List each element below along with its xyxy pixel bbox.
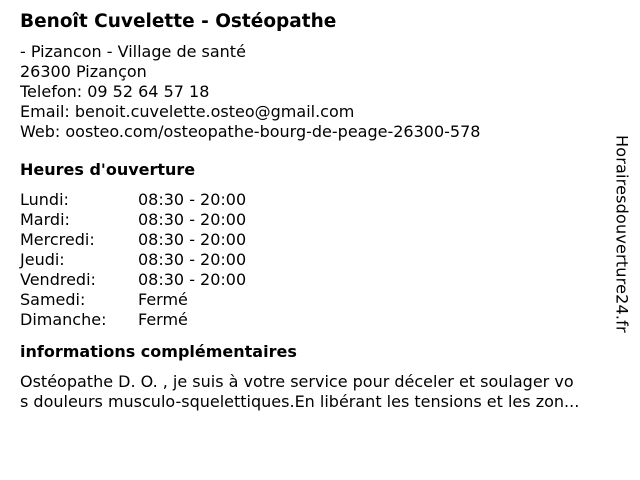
day-hours: Fermé: [138, 310, 188, 329]
day-label: Lundi:: [20, 190, 69, 209]
description-line-1: Ostéopathe D. O. , je suis à votre service pour déceler et soulager vo: [20, 372, 574, 391]
day-hours: 08:30 - 20:00: [138, 230, 247, 249]
hours-row-mardi: [20, 210, 610, 230]
hours-row-jeudi: [20, 250, 610, 270]
address-line-1: - Pizancon - Village de santé: [20, 42, 246, 61]
day-hours: 08:30 - 20:00: [138, 270, 247, 289]
web-line: Web: oosteo.com/osteopathe-bourg-de-peage-26300-578: [20, 122, 481, 141]
day-label: Jeudi:: [20, 250, 65, 269]
day-label: Vendredi:: [20, 270, 96, 289]
phone-line: Telefon: 09 52 64 57 18: [20, 82, 210, 101]
additional-info-text: [20, 372, 630, 412]
day-label: Mercredi:: [20, 230, 95, 249]
page-title: Benoît Cuvelette - Ostéopathe: [20, 11, 337, 32]
description-line-2: s douleurs musculo-squelettiques.En libérant les tensions et les zon...: [20, 392, 580, 411]
hours-row-mercredi: [20, 230, 610, 250]
day-hours: 08:30 - 20:00: [138, 250, 247, 269]
email-line: Email: benoit.cuvelette.osteo@gmail.com: [20, 102, 355, 121]
day-hours: 08:30 - 20:00: [138, 210, 247, 229]
site-watermark-label: Horairesdouverture24.fr: [612, 135, 632, 333]
hours-row-lundi: [20, 190, 610, 210]
day-label: Mardi:: [20, 210, 70, 229]
additional-info-heading: informations complémentaires: [20, 342, 297, 361]
day-hours: Fermé: [138, 290, 188, 309]
hours-row-vendredi: [20, 270, 610, 290]
site-watermark: [610, 135, 634, 375]
address-line-2: 26300 Pizançon: [20, 62, 147, 81]
day-label: Samedi:: [20, 290, 86, 309]
business-card: [20, 10, 610, 412]
day-hours: 08:30 - 20:00: [138, 190, 247, 209]
hours-row-samedi: [20, 290, 610, 310]
opening-hours-heading: Heures d'ouverture: [20, 160, 196, 179]
hours-row-dimanche: [20, 310, 610, 330]
day-label: Dimanche:: [20, 310, 107, 329]
opening-hours-table: [20, 190, 610, 330]
